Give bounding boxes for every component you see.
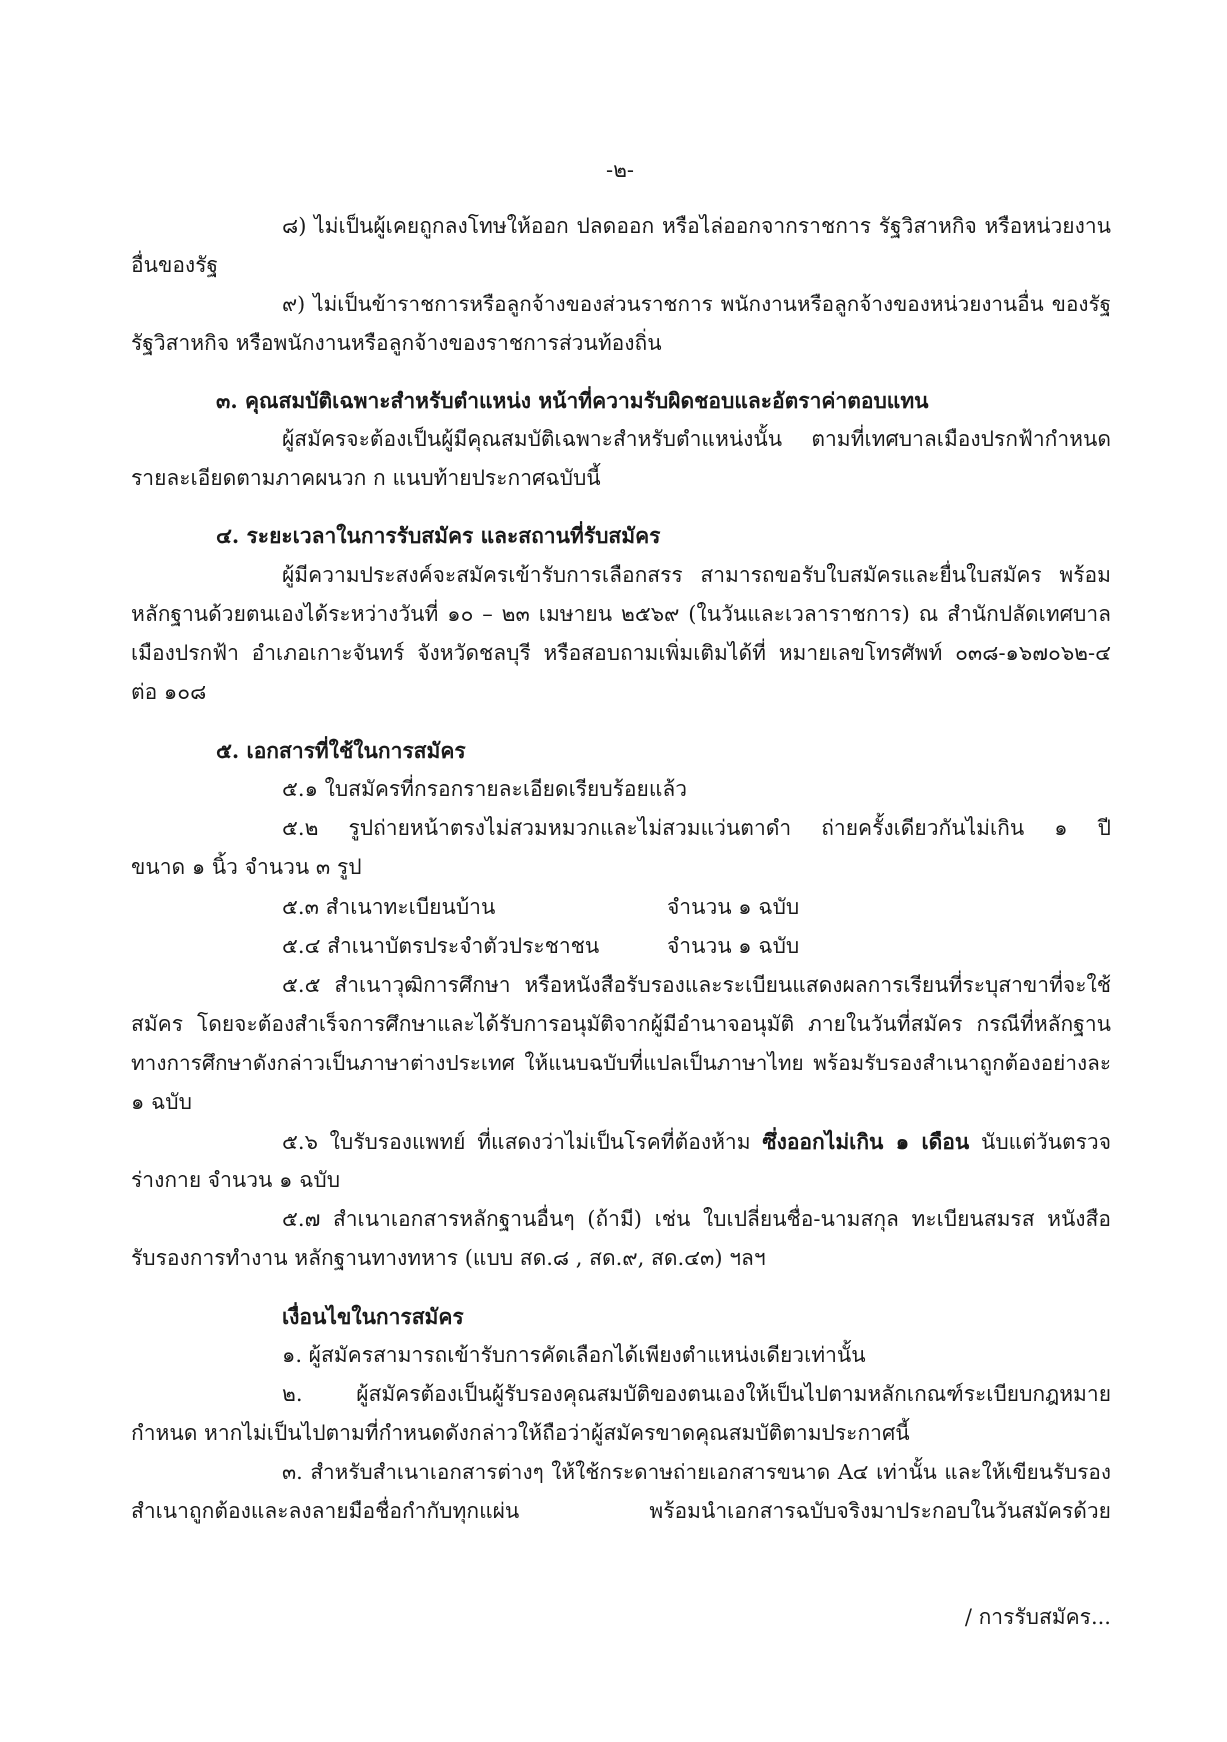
item-5-6-line-2: ร่างกาย จำนวน ๑ ฉบับ xyxy=(131,1168,341,1192)
item-5-1: ๕.๑ ใบสมัครที่กรอกรายละเอียดเรียบร้อยแล้ว xyxy=(282,777,688,801)
section-4-line-1: ผู้มีความประสงค์จะสมัครเข้ารับการเลือกสรร สามารถขอรับใบสมัครและยื่นใบสมัคร พร้อม xyxy=(282,563,1111,587)
item-5-4-quantity: จำนวน ๑ ฉบับ xyxy=(667,934,800,958)
item-5-5-line-4: ๑ ฉบับ xyxy=(131,1090,192,1114)
item-8-line-1: ๘) ไม่เป็นผู้เคยถูกลงโทษให้ออก ปลดออก หรือไล่ออกจากราชการ รัฐวิสาหกิจ หรือหน่วยงาน xyxy=(282,214,1111,238)
item-5-7-line-2: รับรองการทำงาน หลักฐานทางทหาร (แบบ สด.๘ , สด.๙, สด.๔๓) ฯลฯ xyxy=(131,1246,766,1270)
footer-continuation: / การรับสมัคร... xyxy=(964,1605,1111,1629)
item-5-6-text-2: นับแต่วันตรวจ xyxy=(980,1130,1112,1154)
item-5-5-line-3: ทางการศึกษาดังกล่าวเป็นภาษาต่างประเทศ ให้แนบฉบับที่แปลเป็นภาษาไทย พร้อมรับรองสำเนาถูกต้องอย่างละ xyxy=(131,1051,1111,1075)
item-5-6-emphasis: ซึ่งออกไม่เกิน ๑ เดือน xyxy=(762,1129,970,1154)
item-9-line-2: รัฐวิสาหกิจ หรือพนักงานหรือลูกจ้างของราชการส่วนท้องถิ่น xyxy=(131,331,662,355)
item-5-5-line-1: ๕.๕ สำเนาวุฒิการศึกษา หรือหนังสือรับรองและระเบียนแสดงผลการเรียนที่ระบุสาขาที่จะใช้ xyxy=(282,973,1111,997)
condition-2-line-2: กำหนด หากไม่เป็นไปตามที่กำหนดดังกล่าวให้ถือว่าผู้สมัครขาดคุณสมบัติตามประกาศนี้ xyxy=(131,1421,910,1445)
section-4-line-4: ต่อ ๑๐๘ xyxy=(131,680,207,704)
condition-3-line-2: สำเนาถูกต้องและลงลายมือชื่อกำกับทุกแผ่น พร้อมนำเอกสารฉบับจริงมาประกอบในวันสมัครด้วย xyxy=(131,1499,1111,1523)
item-5-2-line-1: ๕.๒ รูปถ่ายหน้าตรงไม่สวมหมวกและไม่สวมแว่นตาดำ ถ่ายครั้งเดียวกันไม่เกิน ๑ ปี xyxy=(282,816,1111,840)
section-4-heading: ๔. ระยะเวลาในการรับสมัคร และสถานที่รับสมัคร xyxy=(216,523,661,548)
item-5-5-line-2: สมัคร โดยจะต้องสำเร็จการศึกษาและได้รับการอนุมัติจากผู้มีอำนาจอนุมัติ ภายในวันที่สมัคร กรณีที่หลักฐาน xyxy=(131,1012,1111,1036)
condition-1: ๑. ผู้สมัครสามารถเข้ารับการคัดเลือกได้เพียงตำแหน่งเดียวเท่านั้น xyxy=(282,1343,866,1367)
item-5-2-line-2: ขนาด ๑ นิ้ว จำนวน ๓ รูป xyxy=(131,855,362,879)
item-5-4 xyxy=(282,936,599,957)
section-3-heading: ๓. คุณสมบัติเฉพาะสำหรับตำแหน่ง หน้าที่ความรับผิดชอบและอัตราค่าตอบแทน xyxy=(216,388,929,413)
condition-3-line-1: ๓. สำหรับสำเนาเอกสารต่างๆ ให้ใช้กระดาษถ่ายเอกสารขนาด A๔ เท่านั้น และให้เขียนรับรอง xyxy=(282,1460,1111,1484)
item-5-3 xyxy=(282,897,495,918)
item-8-line-2: อื่นของรัฐ xyxy=(131,253,219,277)
condition-2-line-1: ๒. ผู้สมัครต้องเป็นผู้รับรองคุณสมบัติของตนเองให้เป็นไปตามหลักเกณฑ์ระเบียบกฎหมาย xyxy=(282,1382,1111,1406)
section-3-line-1: ผู้สมัครจะต้องเป็นผู้มีคุณสมบัติเฉพาะสำหรับตำแหน่งนั้น ตามที่เทศบาลเมืองปรกฟ้ากำหนด xyxy=(282,427,1111,451)
item-5-3-label: ๕.๓ สำเนาทะเบียนบ้าน xyxy=(282,895,496,919)
item-5-3-quantity: จำนวน ๑ ฉบับ xyxy=(667,895,800,919)
item-5-4-label: ๕.๔ สำเนาบัตรประจำตัวประชาชน xyxy=(282,934,600,958)
section-4-line-3: เมืองปรกฟ้า อำเภอเกาะจันทร์ จังหวัดชลบุรี หรือสอบถามเพิ่มเติมได้ที่ หมายเลขโทรศัพท์ ๐๓๘-๑๖๗๐๖๒-๔ xyxy=(131,641,1111,665)
section-5-heading: ๕. เอกสารที่ใช้ในการสมัคร xyxy=(216,738,466,763)
conditions-heading: เงื่อนไขในการสมัคร xyxy=(282,1304,464,1329)
section-3-line-2: รายละเอียดตามภาคผนวก ก แนบท้ายประกาศฉบับนี้ xyxy=(131,466,601,490)
item-5-6-text-1: ๕.๖ ใบรับรองแพทย์ ที่แสดงว่าไม่เป็นโรคที่ต้องห้าม xyxy=(282,1130,751,1154)
item-9-line-1: ๙) ไม่เป็นข้าราชการหรือลูกจ้างของส่วนราชการ พนักงานหรือลูกจ้างของหน่วยงานอื่น ของรัฐ xyxy=(282,292,1111,316)
item-5-7-line-1: ๕.๗ สำเนาเอกสารหลักฐานอื่นๆ (ถ้ามี) เช่น ใบเปลี่ยนชื่อ-นามสกุล ทะเบียนสมรส หนังสือ xyxy=(282,1207,1111,1231)
section-4-line-2: หลักฐานด้วยตนเองได้ระหว่างวันที่ ๑๐ – ๒๓ เมษายน ๒๕๖๙ (ในวันและเวลาราชการ) ณ สำนักปลัดเทศบาล xyxy=(131,602,1111,626)
page-number: -๒- xyxy=(605,158,635,182)
item-5-6-line-1 xyxy=(282,1131,1111,1153)
